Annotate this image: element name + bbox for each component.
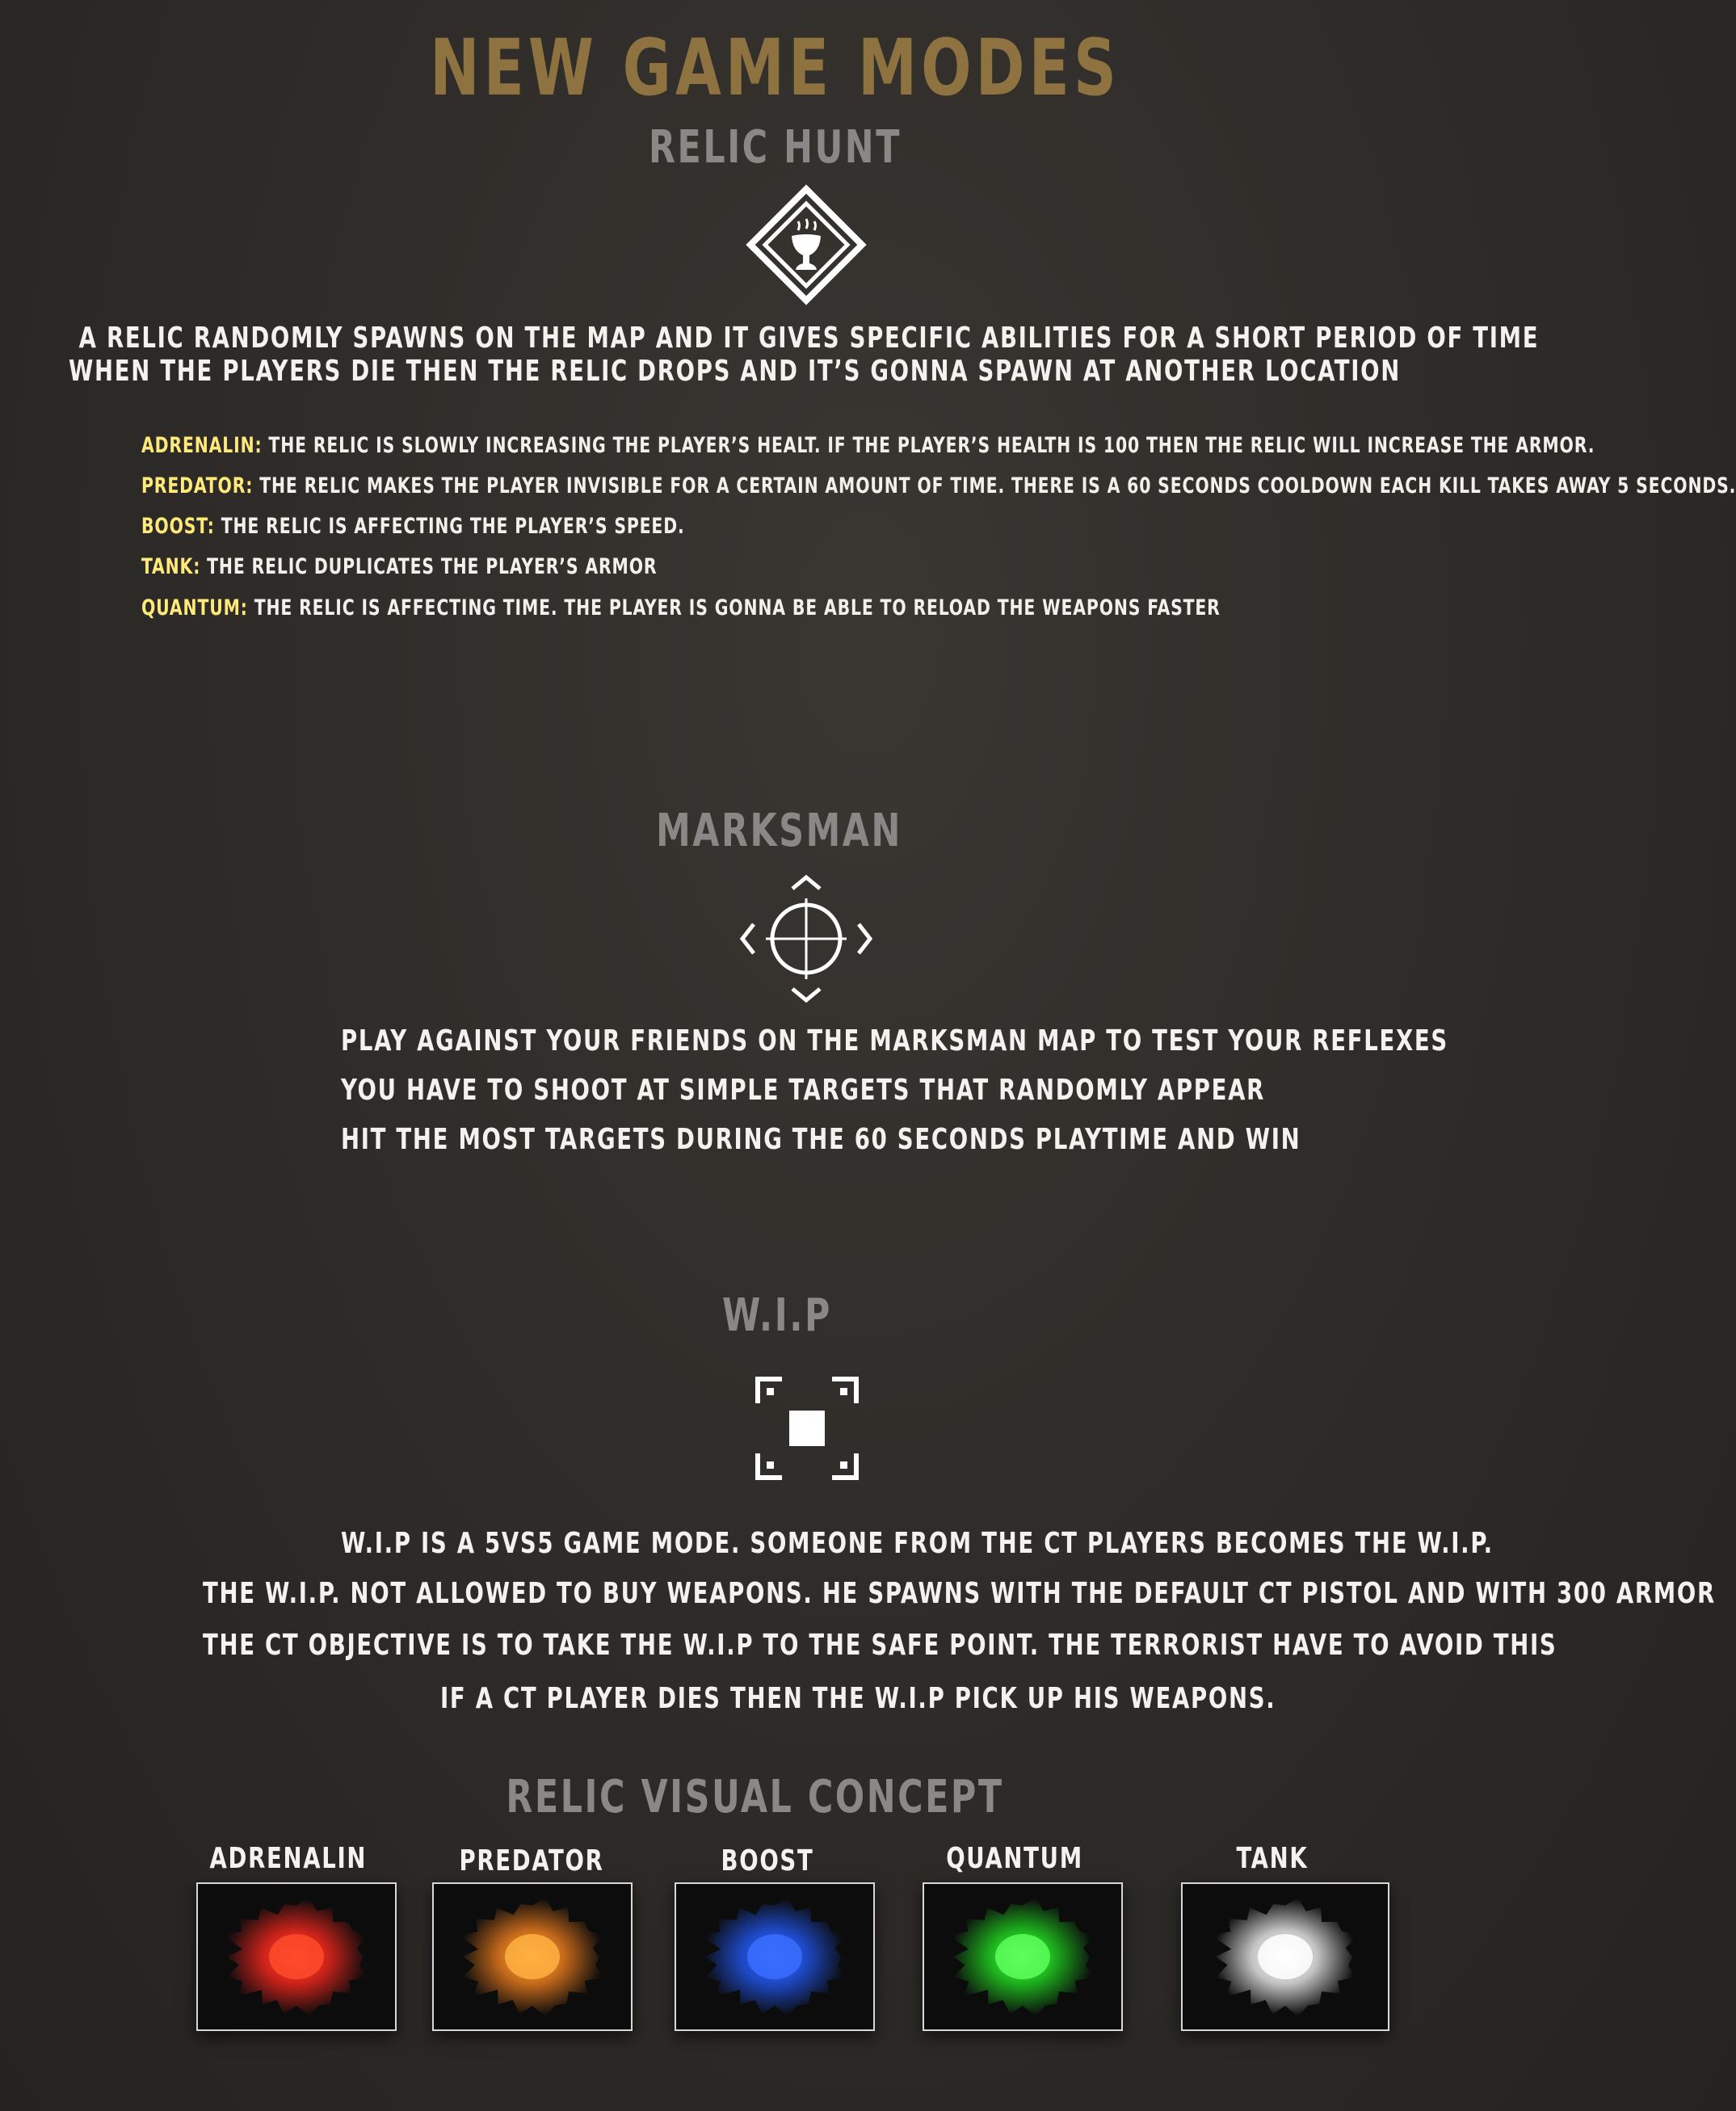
wip-title-wrap bbox=[0, 1289, 1550, 1342]
visual-concept-title: RELIC VISUAL CONCEPT bbox=[506, 1771, 1004, 1823]
relic-hunt-desc-line-2: WHEN THE PLAYERS DIE THEN THE RELIC DROPS AND IT’S GONNA SPAWN AT ANOTHER LOCATION bbox=[68, 355, 1402, 388]
wip-desc-line-4: IF A CT PLAYER DIES THEN THE W.I.P PICK UP HIS WEAPONS. bbox=[440, 1682, 1276, 1715]
chalice-diamond-icon bbox=[747, 186, 865, 304]
relic-core bbox=[995, 1934, 1050, 1979]
relic-tile-adrenalin bbox=[196, 1882, 397, 2031]
relic-label: TANK: bbox=[141, 554, 201, 579]
relic-tile-predator bbox=[432, 1882, 633, 2031]
relic-tile-quantum bbox=[923, 1882, 1123, 2031]
relic-core bbox=[1258, 1934, 1313, 1979]
relic-hunt-description bbox=[0, 322, 1550, 388]
relic-text: THE RELIC IS SLOWLY INCREASING THE PLAYER’S HEALT. IF THE PLAYER’S HEALTH IS 100 THEN THE RELIC WILL INCREASE THE ARMOR. bbox=[262, 433, 1595, 458]
marksman-title: MARKSMAN bbox=[656, 805, 902, 857]
relic-tile-tank bbox=[1181, 1882, 1389, 2031]
marksman-desc-line-1: PLAY AGAINST YOUR FRIENDS ON THE MARKSMAN MAP TO TEST YOUR REFLEXES bbox=[341, 1024, 1448, 1058]
wip-desc-line-2: THE W.I.P. NOT ALLOWED TO BUY WEAPONS. HE SPAWNS WITH THE DEFAULT CT PISTOL AND WITH 300 ARMOR bbox=[203, 1577, 1716, 1610]
relic-image-boost bbox=[676, 1884, 873, 2029]
marksman-desc-line-3: HIT THE MOST TARGETS DURING THE 60 SECONDS PLAYTIME AND WIN bbox=[341, 1123, 1301, 1156]
relic-core bbox=[505, 1934, 560, 1979]
relic-hunt-desc-line-1: A RELIC RANDOMLY SPAWNS ON THE MAP AND IT GIVES SPECIFIC ABILITIES FOR A SHORT PERIOD OF TIME bbox=[78, 322, 1540, 355]
relic-text: THE RELIC IS AFFECTING TIME. THE PLAYER IS GONNA BE ABLE TO RELOAD THE WEAPONS FASTER bbox=[247, 595, 1221, 620]
crosshair-icon bbox=[739, 874, 873, 1003]
relic-text: THE RELIC DUPLICATES THE PLAYER’S ARMOR bbox=[200, 554, 658, 579]
relic-row-adrenalin bbox=[141, 433, 1595, 458]
relic-hunt-title-wrap bbox=[0, 121, 1550, 174]
relic-image-quantum bbox=[924, 1884, 1121, 2029]
marksman-description bbox=[341, 1024, 1644, 1156]
tile-label-quantum: QUANTUM bbox=[946, 1842, 1083, 1875]
relic-text: THE RELIC IS AFFECTING THE PLAYER’S SPEED. bbox=[214, 514, 685, 539]
relic-label: QUANTUM: bbox=[141, 595, 248, 620]
tile-label-predator: PREDATOR bbox=[459, 1844, 604, 1878]
relic-hunt-title: RELIC HUNT bbox=[649, 121, 902, 174]
marksman-title-wrap bbox=[0, 805, 1550, 857]
visual-concept-title-wrap bbox=[0, 1771, 1550, 1823]
tile-label-adrenalin: ADRENALIN bbox=[209, 1842, 368, 1875]
focus-square-icon bbox=[755, 1376, 860, 1481]
relic-image-tank bbox=[1183, 1884, 1388, 2029]
tile-label-boost: BOOST bbox=[721, 1844, 814, 1878]
relic-row-boost bbox=[141, 514, 685, 539]
relic-core bbox=[269, 1934, 324, 1979]
wip-title: W.I.P bbox=[722, 1289, 832, 1342]
page-title-wrap bbox=[0, 23, 1550, 113]
relic-row-quantum bbox=[141, 595, 1221, 620]
relic-text: THE RELIC MAKES THE PLAYER INVISIBLE FOR A CERTAIN AMOUNT OF TIME. THERE IS A 60 SECONDS COOLDOWN EACH KILL TAKES AWAY 5 SECONDS. bbox=[253, 473, 1736, 498]
relic-tile-boost bbox=[675, 1882, 875, 2031]
relic-label: BOOST: bbox=[141, 514, 215, 539]
tile-label-tank: TANK bbox=[1236, 1842, 1309, 1875]
relic-image-predator bbox=[434, 1884, 631, 2029]
relic-core bbox=[747, 1934, 802, 1979]
wip-desc-line-1: W.I.P IS A 5VS5 GAME MODE. SOMEONE FROM THE CT PLAYERS BECOMES THE W.I.P. bbox=[341, 1527, 1494, 1560]
relic-row-predator bbox=[141, 473, 1736, 498]
relic-image-adrenalin bbox=[198, 1884, 395, 2029]
page-title: NEW GAME MODES bbox=[430, 23, 1120, 113]
relic-label: PREDATOR: bbox=[141, 473, 254, 498]
relic-label: ADRENALIN: bbox=[141, 433, 263, 458]
wip-desc-line-3: THE CT OBJECTIVE IS TO TAKE THE W.I.P TO THE SAFE POINT. THE TERRORIST HAVE TO AVOID THIS bbox=[203, 1629, 1557, 1662]
marksman-desc-line-2: YOU HAVE TO SHOOT AT SIMPLE TARGETS THAT RANDOMLY APPEAR bbox=[341, 1074, 1266, 1107]
relic-row-tank bbox=[141, 554, 657, 579]
